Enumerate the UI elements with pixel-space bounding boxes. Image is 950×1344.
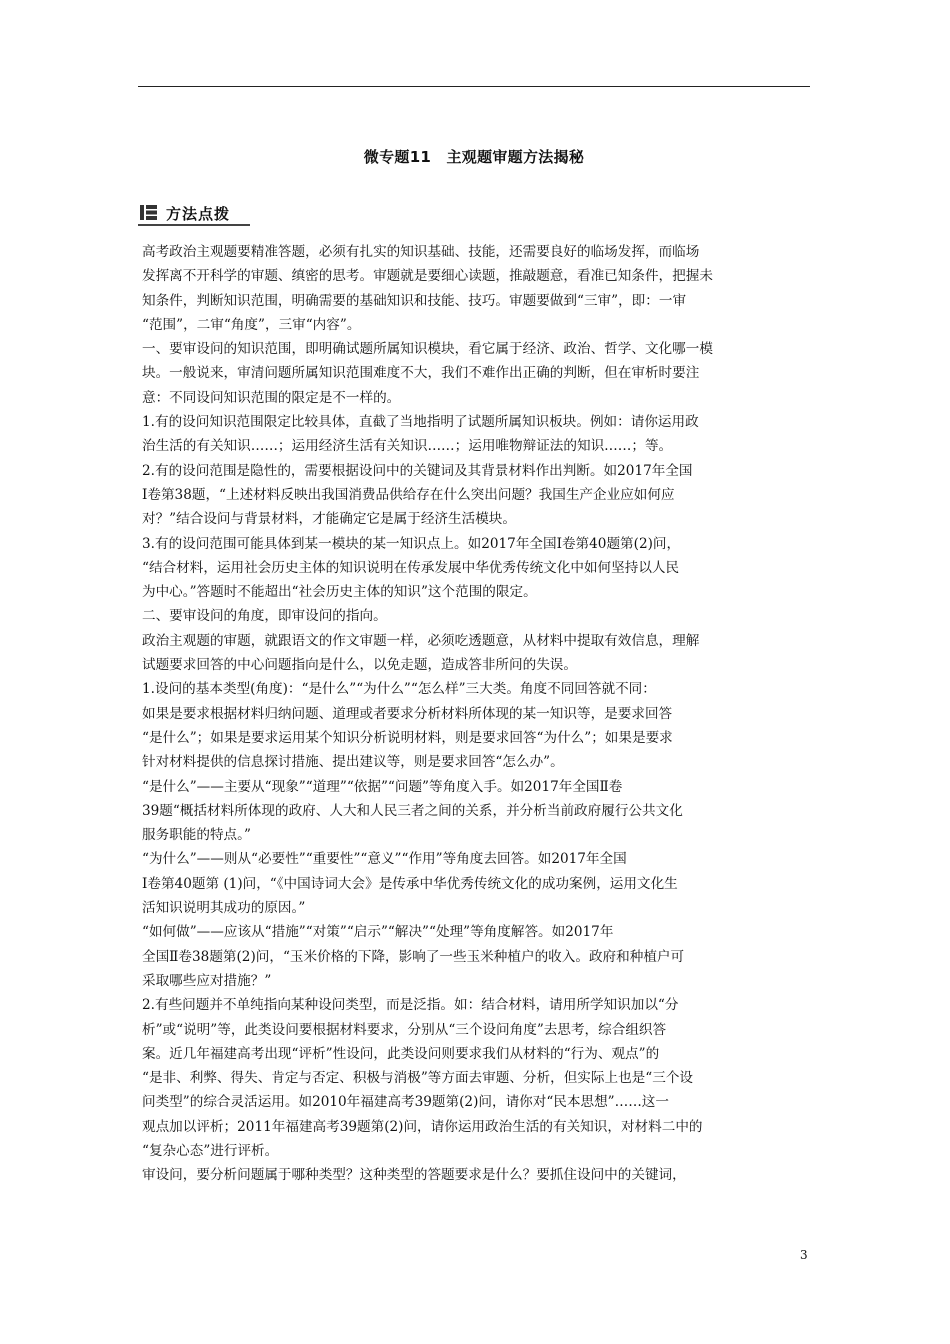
text-line: 发挥离不开科学的审题、缜密的思考。审题就是要细心读题，推敲题意，看准已知条件，把握未: [142, 268, 713, 285]
text-line: 块。一般说来，审清问题所属知识范围难度不大，我们不难作出正确的判断，但在审析时要注: [142, 365, 700, 382]
text-line: 全国Ⅱ卷38题第(2)问，“玉米价格的下降，影响了一些玉米种植户的收入。政府和种植户可: [142, 948, 685, 965]
text-line: 政治主观题的审题，就跟语文的作文审题一样，必须吃透题意，从材料中提取有效信息，理解: [142, 632, 700, 649]
text-line: “是非、利弊、得失、肯定与否定、积极与消极”等方面去审题、分析，但实际上也是“三个设: [142, 1070, 694, 1087]
text-line: 知条件，判断知识范围，明确需要的基础知识和技能、技巧。审题要做到“三审”，即：一审: [142, 292, 687, 309]
section-label: 方法点拨: [166, 205, 231, 223]
text-line: 服务职能的特点。”: [142, 827, 251, 844]
text-line: 39题“概括材料所体现的政府、人大和人民三者之间的关系，并分析当前政府履行公共文化: [142, 802, 683, 819]
text-line: 为中心。”答题时不能超出“社会历史主体的知识”这个范围的限定。: [142, 584, 537, 601]
text-line: 案。近几年福建高考出现“评析”性设问，此类设问则要求我们从材料的“行为、观点”的: [142, 1045, 660, 1062]
text-line: 观点加以评析；2011年福建高考39题第(2)问，请你运用政治生活的有关知识，对材料二中的: [142, 1118, 703, 1135]
text-line: 对？”结合设问与背景材料，才能确定它是属于经济生活模块。: [142, 511, 516, 528]
text-line: 析”或“说明”等，此类设问要根据材料要求，分别从“三个设问角度”去思考，综合组织答: [142, 1021, 667, 1038]
text-line: “范围”，二审“角度”，三审“内容”。: [142, 316, 361, 333]
text-line: “为什么”——则从“必要性”“重要性”“意义”“作用”等角度去回答。如2017年全国: [142, 851, 627, 868]
text-line: 意：不同设问知识范围的限定是不一样的。: [142, 389, 401, 406]
header-rule: [138, 86, 810, 87]
text-line: 3.有的设问范围可能具体到某一模块的某一知识点上。如2017年全国Ⅰ卷第40题第(2)问，: [142, 535, 681, 552]
text-line: Ⅰ卷第38题，“上述材料反映出我国消费品供给存在什么突出问题？我国生产企业应如何应: [142, 486, 675, 503]
section-underline: [138, 224, 250, 226]
text-line: 二、要审设问的角度，即审设问的指向。: [142, 608, 387, 625]
text-line: 活知识说明其成功的原因。”: [142, 900, 306, 917]
text-line: 采取哪些应对措施？”: [142, 972, 272, 989]
text-line: 问类型”的综合灵活运用。如2010年福建高考39题第(2)问，请你对“民本思想”……这一: [142, 1094, 669, 1111]
text-line: 试题要求回答的中心问题指向是什么，以免走题，造成答非所问的失误。: [142, 657, 577, 674]
text-line: 1.有的设问知识范围限定比较具体，直截了当地指明了试题所属知识板块。例如：请你运用政: [142, 414, 699, 431]
page-number: 3: [800, 1248, 808, 1262]
text-line: 如果是要求根据材料归纳问题、道理或者要求分析材料所体现的某一知识等，是要求回答: [142, 705, 673, 722]
section-bars-icon: [140, 205, 157, 220]
text-line: 一、要审设问的知识范围，即明确试题所属知识模块，看它属于经济、政治、哲学、文化哪一模: [142, 341, 713, 358]
text-line: “是什么”——主要从“现象”“道理”“依据”“问题”等角度入手。如2017年全国Ⅱ卷: [142, 778, 623, 795]
text-line: “是什么”；如果是要求运用某个知识分析说明材料，则是要求回答“为什么”；如果是要求: [142, 729, 673, 746]
text-line: “复杂心态”进行评析。: [142, 1142, 279, 1159]
section-heading: [138, 200, 250, 226]
text-line: “结合材料，运用社会历史主体的知识说明在传承发展中华优秀传统文化中如何坚持以人民: [142, 559, 680, 576]
text-line: 针对材料提供的信息探讨措施、提出建议等，则是要求回答“怎么办”。: [142, 754, 564, 771]
text-line: “如何做”——应该从“措施”“对策”“启示”“解决”“处理”等角度解答。如2017年: [142, 924, 614, 941]
text-line: 审设问，要分析问题属于哪种类型？这种类型的答题要求是什么？要抓住设问中的关键词，: [142, 1167, 686, 1184]
page-title: 微专题11 主观题审题方法揭秘: [363, 148, 585, 166]
body-text: [142, 240, 810, 1188]
text-line: 高考政治主观题要精准答题，必须有扎实的知识基础、技能，还需要良好的临场发挥，而临场: [142, 244, 700, 260]
text-line: 1.设问的基本类型(角度)：“是什么”“为什么”“怎么样”三大类。角度不同回答就不同：: [142, 681, 656, 698]
text-line: Ⅰ卷第40题第 (1)问，“《中国诗词大会》是传承中华优秀传统文化的成功案例，运用文化生: [142, 875, 678, 892]
text-line: 治生活的有关知识……；运用经济生活有关知识……；运用唯物辩证法的知识……；等。: [142, 438, 673, 455]
text-line: 2.有的设问范围是隐性的，需要根据设问中的关键词及其背景材料作出判断。如2017年全国: [142, 462, 693, 479]
text-line: 2.有些问题并不单纯指向某种设问类型，而是泛指。如：结合材料，请用所学知识加以“分: [142, 997, 679, 1014]
